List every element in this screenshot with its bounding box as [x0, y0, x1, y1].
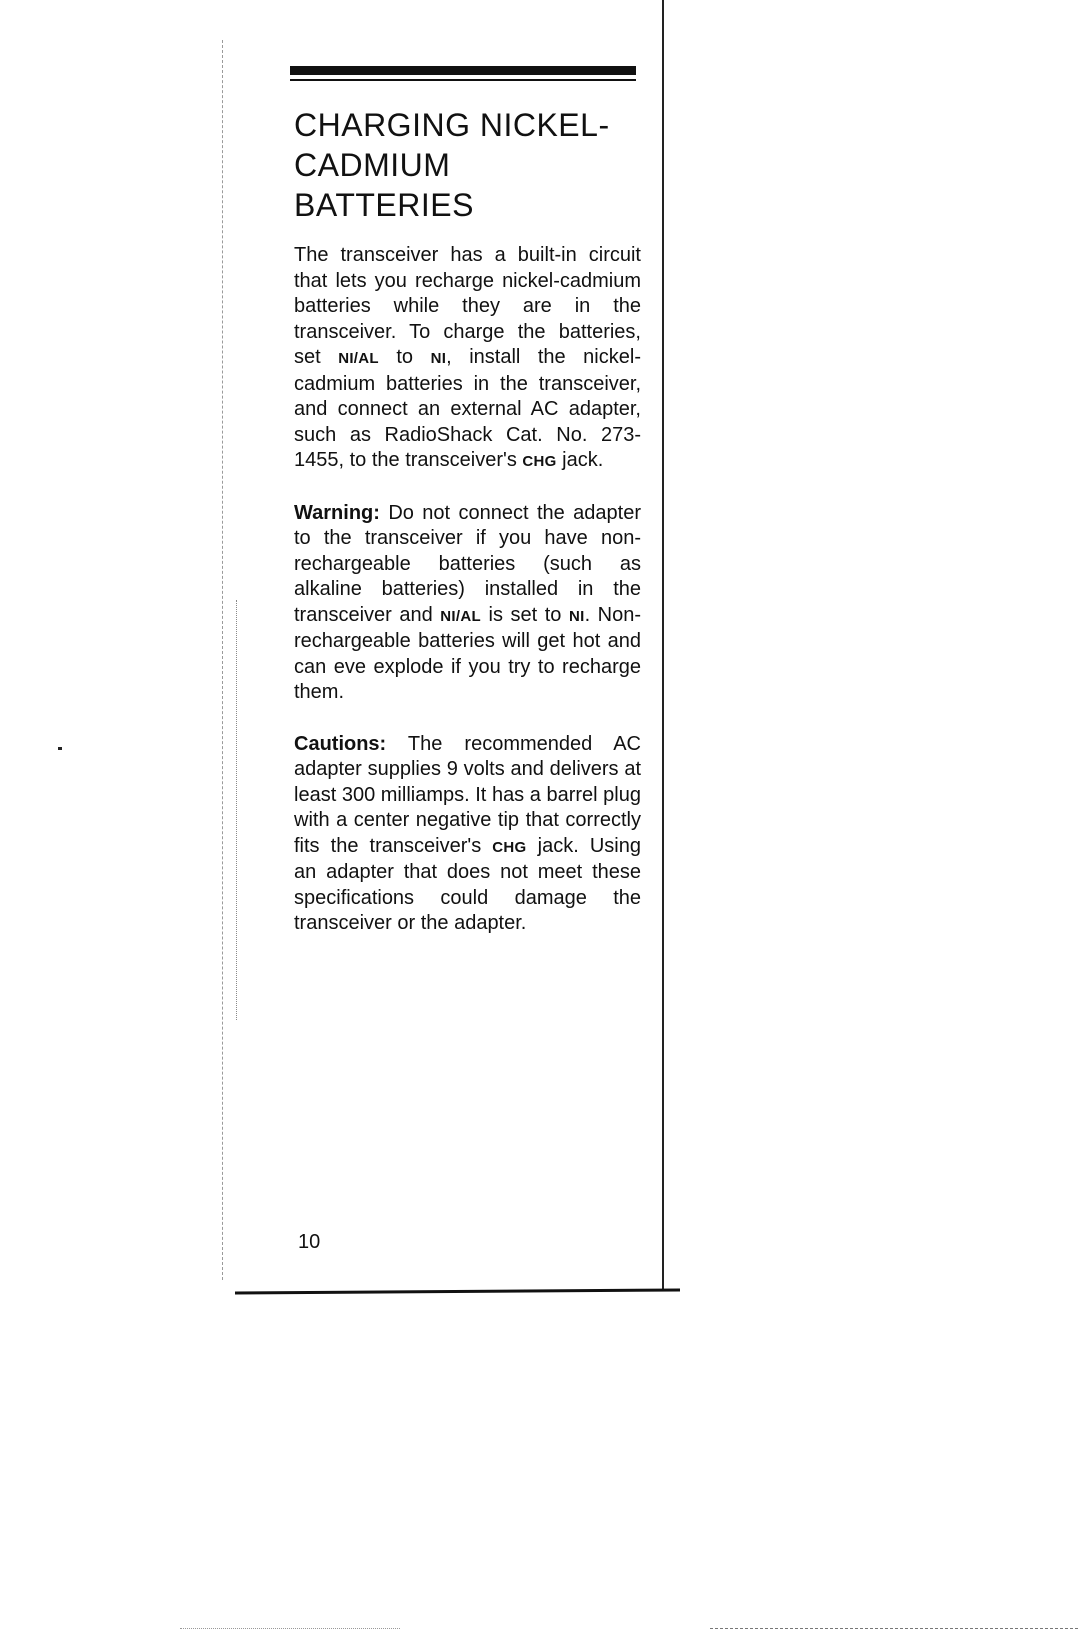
intro-text-4: jack.: [556, 449, 604, 471]
cautions-text-1: The recommended AC adapter supplies 9 volts and delivers at least 300 milliamps. It has a barrel plug with a center negative tip that correctly fits the transceiver's: [294, 732, 641, 857]
intro-text-1: The transceiver has a built-in circuit that lets you recharge nickel-cadmium batteries while they are in the transceiver. To charge the batteries, set: [294, 244, 641, 368]
warning-text-3: . Non-rechargeable batteries will get hot and can eve explode if you try to recharge them.: [294, 603, 642, 703]
section-heading: [294, 105, 641, 225]
page-number: 10: [298, 1231, 321, 1253]
page-content: [294, 105, 641, 963]
cautions-chg-jack-label: CHG: [492, 838, 527, 856]
nial-switch-label: NI/AL: [338, 350, 379, 367]
top-rule-thin: [290, 79, 636, 81]
chg-jack-label: CHG: [522, 453, 557, 470]
heading-line-1: CHARGING NICKEL-: [294, 107, 610, 143]
intro-paragraph: [294, 243, 641, 475]
warning-nial-switch-label: NI/AL: [440, 607, 481, 625]
warning-paragraph: [294, 501, 641, 706]
warning-ni-setting-label: NI: [568, 607, 585, 625]
intro-text-2: to: [378, 346, 431, 368]
warning-label: Warning:: [294, 501, 380, 524]
page-edge-right: [662, 0, 664, 1290]
page-edge-left: [222, 40, 223, 1280]
cautions-paragraph: [294, 732, 641, 937]
scan-speck: [58, 747, 62, 750]
heading-line-2: CADMIUM: [294, 147, 451, 183]
heading-line-3: BATTERIES: [294, 187, 474, 223]
scan-edge-bottom-right: [710, 1628, 1078, 1629]
cautions-label: Cautions:: [294, 732, 387, 755]
intro-text-3: , install the nickel-cadmium batteries in the transceiver, and connect an external AC adapter, such as RadioShack Cat. No. 273-1455, to the transceiver's: [294, 346, 641, 471]
top-rule-thick: [290, 66, 636, 75]
ni-setting-label: NI: [430, 350, 447, 367]
warning-text-2: is set to: [480, 603, 569, 626]
bottom-rule: [235, 1288, 680, 1294]
warning-text-1: Do not connect the adapter to the transceiver if you have non-rechargeable batteries (such as alkaline batteries) installed in the transceiver and: [294, 501, 641, 626]
cautions-text-2: jack. Using an adapter that does not meet these specifications could damage the transceiver or the adapter.: [294, 834, 641, 934]
scan-edge-bottom-left: [180, 1628, 400, 1629]
page-edge-left-inner: [236, 600, 237, 1020]
